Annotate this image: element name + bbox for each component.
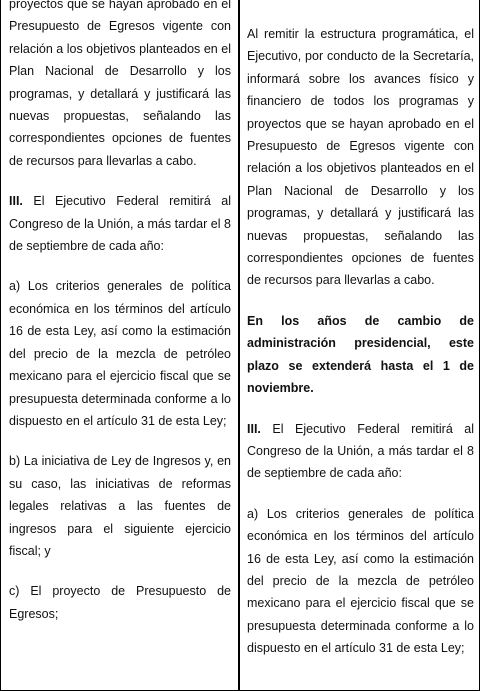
left-column [9, 0, 231, 643]
right-paragraph-2-bold: En los años de cambio de administración presidencial, este plazo se extenderá hasta el 1 de noviembre. [247, 313, 474, 396]
left-paragraph-2-text: El Ejecutivo Federal remitirá al Congreso de la Unión, a más tardar el 8 de septiembre de cada año: [9, 194, 231, 254]
left-numeral-iii: III. [9, 194, 23, 209]
left-paragraph-4: b) La iniciativa de Ley de Ingresos y, en su caso, las iniciativas de reformas legales relativas a las fuentes de ingresos para el siguiente ejercicio fiscal; y [9, 454, 231, 558]
right-paragraph-3 [247, 418, 474, 485]
right-paragraph-3-text: El Ejecutivo Federal remitirá al Congreso de la Unión, a más tardar el 8 de septiembre de cada año: [247, 421, 474, 481]
right-column [247, 0, 474, 678]
left-paragraph-5: c) El proyecto de Presupuesto de Egresos; [9, 584, 231, 621]
right-paragraph-1: Al remitir la estructura programática, el Ejecutivo, por conducto de la Secretaría, informará sobre los avances físico y financiero de todos los programas y proyectos que se hayan aprobado en el Presupuesto de Egresos vigente con relación a los objetivos planteados en el Plan Nacional de Desarrollo y los programas, y detallará y justificará las nuevas propuestas, señalando las correspondientes opciones de fuentes de recursos para llevarlas a cabo. [247, 27, 474, 288]
left-paragraph-3: a) Los criterios generales de política económica en los términos del artículo 16 de esta Ley, así como la estimación del precio de la mezcla de petróleo mexicano para el ejercicio fiscal que se presupuesta determinada conforme a lo dispuesto en el artículo 31 de esta Ley; [9, 279, 231, 428]
left-paragraph-2 [9, 190, 231, 257]
right-paragraph-4: a) Los criterios generales de política económica en los términos del artículo 16 de esta Ley, así como la estimación del precio de la mezcla de petróleo mexicano para el ejercicio fiscal que se presupuesta determinada conforme a lo dispuesto en el artículo 31 de esta Ley; [247, 506, 474, 656]
right-numeral-iii: III. [247, 421, 261, 436]
column-divider [238, 0, 240, 691]
left-paragraph-1: proyectos que se hayan aprobado en el Presupuesto de Egresos vigente con relación a los objetivos planteados en el Plan Nacional de Desarrollo y los programas, y detallará y justificará las nuevas propuestas, señalando las correspondientes opciones de fuentes de recursos para llevarlas a cabo. [9, 0, 231, 168]
